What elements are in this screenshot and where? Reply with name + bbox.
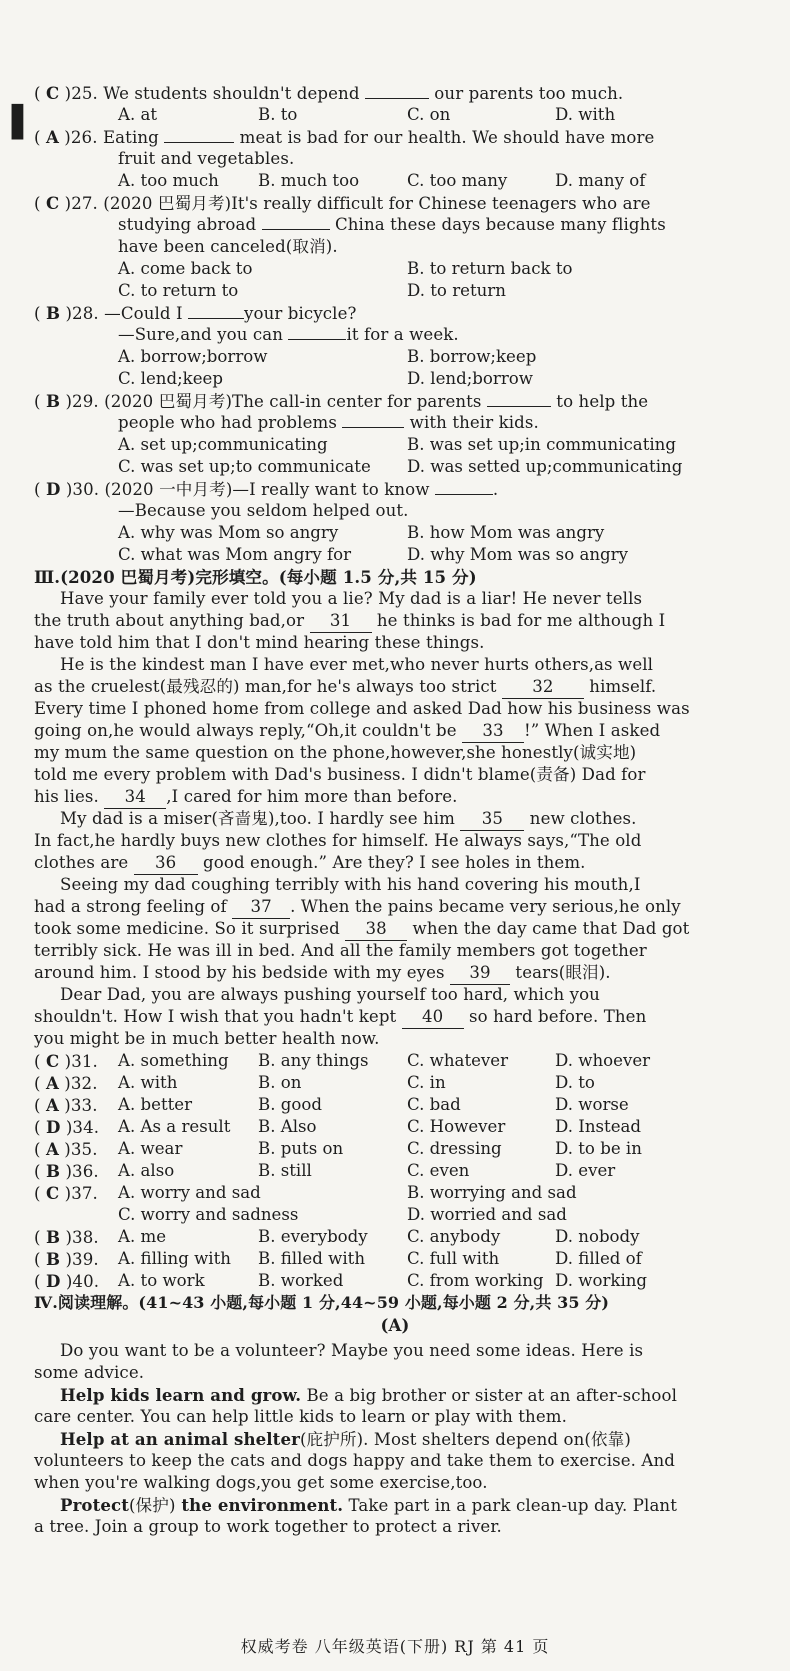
- option-d: D. to be in: [555, 1139, 642, 1158]
- cloze-answer-32: ( A )32.: [34, 1073, 103, 1093]
- cloze-answer-31: ( C )31.: [34, 1051, 104, 1071]
- option-c: C. even: [407, 1161, 470, 1180]
- option-d: D. to: [555, 1073, 595, 1092]
- option-d: D. lend;borrow: [407, 369, 533, 388]
- option-d: D. with: [555, 105, 616, 124]
- option-d: D. filled of: [555, 1249, 642, 1268]
- question-29: ( B )29. (2020 巴蜀月考)The call-in center for parents to help the: [34, 391, 649, 411]
- blank-38: 38: [345, 918, 407, 941]
- option-b: B. borrow;keep: [407, 347, 537, 366]
- reading-line: Protect(保护) the environment. Take part in a park clean-up day. Plant: [60, 1495, 677, 1515]
- option-d: D. whoever: [555, 1051, 651, 1070]
- option-d: D. many of: [555, 171, 646, 190]
- option-a: A. filling with: [118, 1249, 231, 1268]
- reading-line: some advice.: [34, 1363, 145, 1382]
- option-c: C. dressing: [407, 1139, 502, 1158]
- option-a: A. better: [118, 1095, 193, 1114]
- option-a: A. borrow;borrow: [118, 347, 268, 366]
- option-b: B. everybody: [258, 1227, 368, 1246]
- passage-line: He is the kindest man I have ever met,who never hurts others,as well: [60, 655, 654, 674]
- option-c: C. full with: [407, 1249, 500, 1268]
- question-30-cont: —Because you seldom helped out.: [118, 501, 409, 520]
- reading-line: Help at an animal shelter(庇护所). Most shelters depend on(依靠): [60, 1429, 631, 1449]
- passage-line: my mum the same question on the phone,however,she honestly(诚实地): [34, 743, 637, 762]
- reading-line: volunteers to keep the cats and dogs happy and take them to exercise. And: [34, 1451, 675, 1470]
- cloze-answer-33: ( A )33.: [34, 1095, 103, 1115]
- question-30: ( D )30. (2020 一中月考)—I really want to know .: [34, 479, 499, 499]
- option-b: B. puts on: [258, 1139, 344, 1158]
- cloze-answer-34: ( D )34.: [34, 1117, 105, 1137]
- cloze-answer-38: ( B )38.: [34, 1227, 105, 1247]
- question-28: ( B )28. —Could I your bicycle?: [34, 303, 357, 323]
- option-c: C. on: [407, 105, 451, 124]
- blank-32: 32: [502, 676, 584, 699]
- option-a: A. at: [118, 105, 158, 124]
- reading-line: Do you want to be a volunteer? Maybe you need some ideas. Here is: [60, 1341, 644, 1360]
- cloze-answer-37: ( C )37.: [34, 1183, 104, 1203]
- option-b: B. Also: [258, 1117, 317, 1136]
- cloze-answer-36: ( B )36.: [34, 1161, 105, 1181]
- blank-31: 31: [310, 610, 372, 633]
- blank-37: 37: [232, 896, 290, 919]
- option-b: B. worked: [258, 1271, 344, 1290]
- option-a: A. me: [118, 1227, 167, 1246]
- option-a: A. As a result: [118, 1117, 231, 1136]
- option-c: C. to return to: [118, 281, 239, 300]
- section-4-heading: Ⅳ.阅读理解。(41~43 小题,每小题 1 分,44~59 小题,每小题 2 分,共 35 分): [34, 1293, 610, 1312]
- passage-line: around him. I stood by his bedside with my eyes 39 tears(眼泪).: [34, 962, 611, 985]
- passage-line: his lies. 34 ,I cared for him more than before.: [34, 786, 458, 809]
- passage-line: told me every problem with Dad's business. I didn't blame(责备) Dad for: [34, 765, 646, 784]
- passage-line: terribly sick. He was ill in bed. And all the family members got together: [34, 941, 647, 960]
- option-b: B. to: [258, 105, 298, 124]
- section-3-heading: Ⅲ.(2020 巴蜀月考)完形填空。(每小题 1.5 分,共 15 分): [34, 567, 477, 587]
- option-a: A. worry and sad: [118, 1183, 261, 1202]
- option-c: C. whatever: [407, 1051, 509, 1070]
- reading-line: when you're walking dogs,you get some exercise,too.: [34, 1473, 488, 1492]
- question-25: ( C )25. We students shouldn't depend our parents too much.: [34, 83, 624, 103]
- option-b: B. on: [258, 1073, 302, 1092]
- blank-35: 35: [460, 808, 524, 831]
- page-footer: 权威考卷 八年级英语(下册) RJ 第 41 页: [240, 1637, 550, 1656]
- passage-line: have told him that I don't mind hearing these things.: [34, 633, 485, 652]
- option-a: A. to work: [118, 1271, 205, 1290]
- option-b: B. to return back to: [407, 259, 573, 278]
- option-d: D. ever: [555, 1161, 616, 1180]
- option-d: D. nobody: [555, 1227, 640, 1246]
- option-b: B. filled with: [258, 1249, 366, 1268]
- passage-line: clothes are 36 good enough.” Are they? I see holes in them.: [34, 852, 586, 875]
- option-d: D. was setted up;communicating: [407, 457, 683, 476]
- option-b: B. was set up;in communicating: [407, 435, 676, 454]
- passage-line: Every time I phoned home from college and asked Dad how his business was: [34, 699, 690, 718]
- reading-line: Help kids learn and grow. Be a big brother or sister at an after-school: [60, 1385, 677, 1405]
- reading-line: a tree. Join a group to work together to protect a river.: [34, 1517, 502, 1536]
- passage-line: going on,he would always reply,“Oh,it couldn't be 33 !” When I asked: [34, 720, 660, 743]
- blank-33: 33: [462, 720, 524, 743]
- passage-line: as the cruelest(最残忍的) man,for he's always too strict 32 himself.: [34, 676, 656, 699]
- option-c: C. bad: [407, 1095, 461, 1114]
- option-c: C. was set up;to communicate: [118, 457, 371, 476]
- option-c: C. lend;keep: [118, 369, 223, 388]
- passage-line: Dear Dad, you are always pushing yourself too hard, which you: [60, 985, 600, 1004]
- option-b: B. worrying and sad: [407, 1183, 577, 1202]
- question-27-cont2: have been canceled(取消).: [118, 237, 338, 256]
- option-a: A. come back to: [118, 259, 253, 278]
- question-27: ( C )27. (2020 巴蜀月考)It's really difficult for Chinese teenagers who are: [34, 193, 651, 213]
- option-a: A. too much: [118, 171, 219, 190]
- passage-line: Have your family ever told you a lie? My dad is a liar! He never tells: [60, 589, 643, 608]
- option-d: D. working: [555, 1271, 648, 1290]
- blank-36: 36: [134, 852, 198, 875]
- question-26: ( A )26. Eating meat is bad for our health. We should have more: [34, 127, 655, 147]
- option-a: A. with: [118, 1073, 178, 1092]
- section-4-subheading: (A): [380, 1315, 410, 1335]
- option-c: C. anybody: [407, 1227, 501, 1246]
- option-c: C. in: [407, 1073, 446, 1092]
- option-d: D. why Mom was so angry: [407, 545, 628, 564]
- option-a: A. why was Mom so angry: [118, 523, 339, 542]
- option-d: D. to return: [407, 281, 506, 300]
- blank-40: 40: [402, 1006, 464, 1029]
- option-b: B. much too: [258, 171, 360, 190]
- question-27-cont1: studying abroad China these days because many flights: [118, 215, 666, 234]
- option-b: B. still: [258, 1161, 312, 1180]
- reading-line: care center. You can help little kids to learn or play with them.: [34, 1407, 567, 1426]
- option-c: C. However: [407, 1117, 506, 1136]
- blank-34: 34: [104, 786, 166, 809]
- cloze-answer-40: ( D )40.: [34, 1271, 105, 1291]
- cloze-answer-39: ( B )39.: [34, 1249, 105, 1269]
- passage-line: the truth about anything bad,or 31 he thinks is bad for me although I: [34, 610, 665, 633]
- passage-line: In fact,he hardly buys new clothes for himself. He always says,“The old: [34, 831, 642, 850]
- option-d: D. worse: [555, 1095, 629, 1114]
- option-c: C. too many: [407, 171, 508, 190]
- question-28-cont: —Sure,and you can it for a week.: [118, 325, 459, 344]
- option-c: C. what was Mom angry for: [118, 545, 352, 564]
- edge-glyph-fragment: ▐: [0, 105, 24, 140]
- option-a: A. something: [118, 1051, 229, 1070]
- option-b: B. any things: [258, 1051, 369, 1070]
- option-b: B. good: [258, 1095, 322, 1114]
- question-29-cont: people who had problems with their kids.: [118, 413, 539, 432]
- passage-line: had a strong feeling of 37 . When the pains became very serious,he only: [34, 896, 681, 919]
- passage-line: My dad is a miser(吝啬鬼),too. I hardly see him 35 new clothes.: [60, 808, 637, 831]
- option-b: B. how Mom was angry: [407, 523, 605, 542]
- option-d: D. Instead: [555, 1117, 642, 1136]
- option-a: A. wear: [118, 1139, 183, 1158]
- passage-line: took some medicine. So it surprised 38 when the day came that Dad got: [34, 918, 689, 941]
- option-a: A. also: [118, 1161, 175, 1180]
- question-26-cont: fruit and vegetables.: [118, 149, 295, 168]
- option-c: C. from working: [407, 1271, 544, 1290]
- option-d: D. worried and sad: [407, 1205, 567, 1224]
- option-a: A. set up;communicating: [118, 435, 328, 454]
- cloze-answer-35: ( A )35.: [34, 1139, 103, 1159]
- passage-line: you might be in much better health now.: [34, 1029, 380, 1048]
- passage-line: shouldn't. How I wish that you hadn't kept 40 so hard before. Then: [34, 1006, 646, 1029]
- passage-line: Seeing my dad coughing terribly with his hand covering his mouth,I: [60, 875, 641, 894]
- blank-39: 39: [450, 962, 510, 985]
- option-c: C. worry and sadness: [118, 1205, 299, 1224]
